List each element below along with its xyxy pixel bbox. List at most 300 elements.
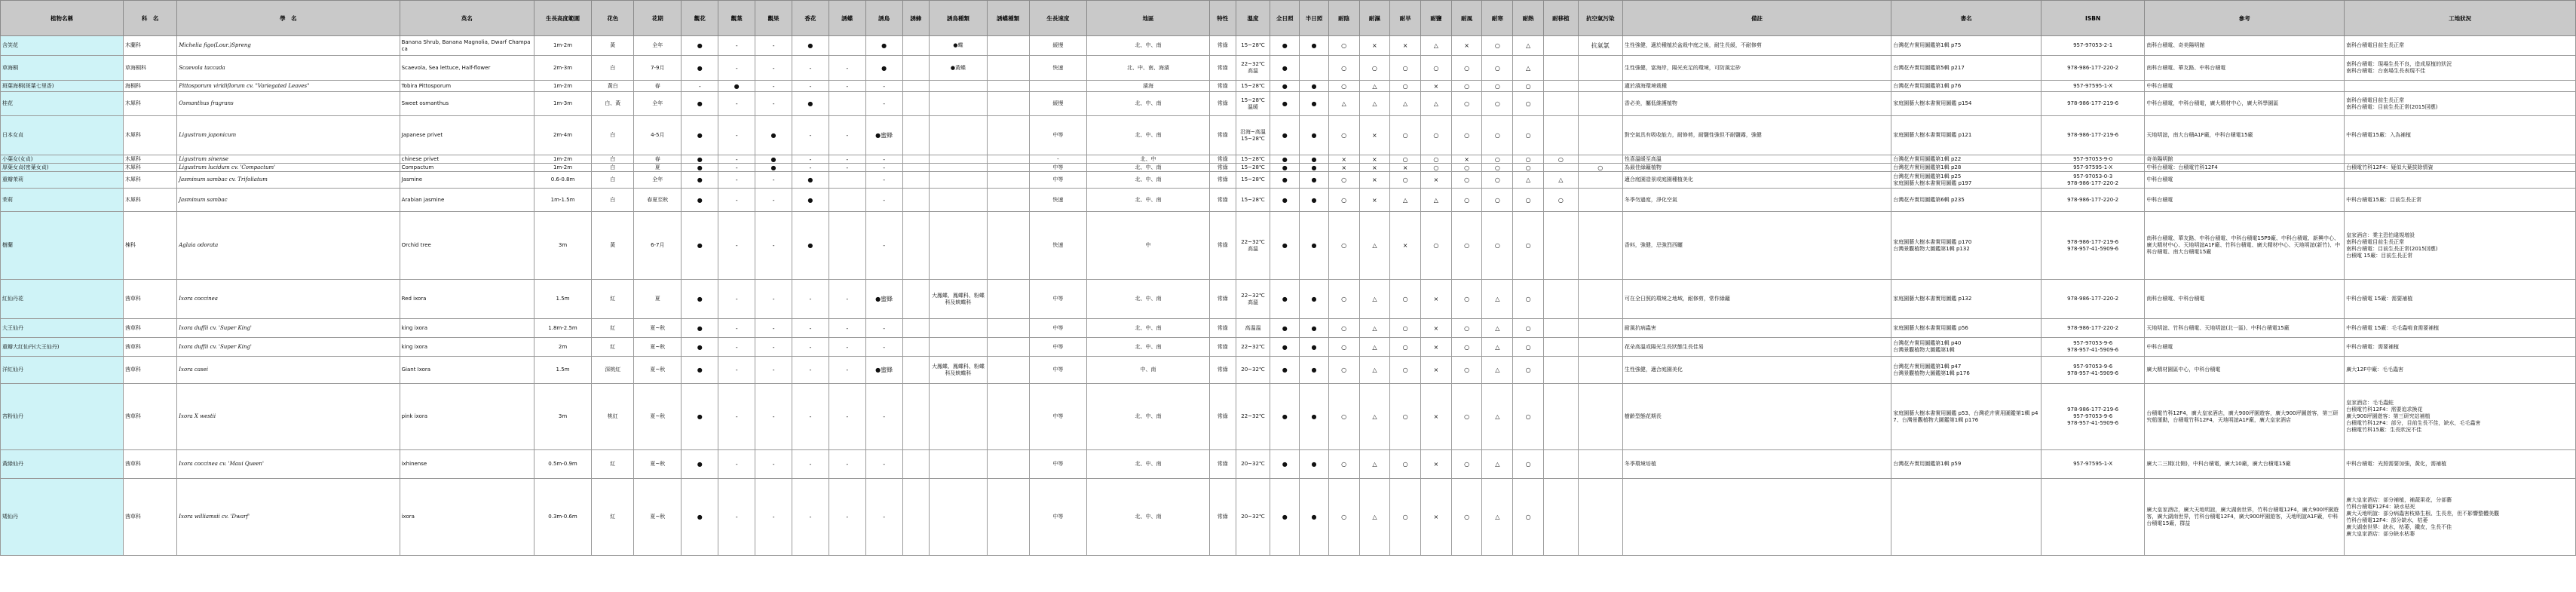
table-cell[interactable]: 家庭園藝大樹本書實用圖鑑 p121 [1891,116,2042,155]
table-cell[interactable]: 木犀科 [123,164,176,172]
table-cell[interactable]: - [829,81,865,92]
table-cell[interactable]: - [755,81,792,92]
table-cell[interactable]: Ixora duffii cv. 'Super King' [177,319,400,338]
column-header[interactable]: 抗空氣污染 [1578,1,1622,36]
table-cell[interactable] [902,81,930,92]
table-cell[interactable]: ○ [1390,338,1421,357]
table-cell[interactable]: 3m [534,384,591,450]
table-cell[interactable]: × [1390,36,1421,56]
table-cell[interactable]: - [865,172,902,189]
plant-name-cell[interactable]: 大王仙丹 [1,319,124,338]
table-cell[interactable]: - [718,384,755,450]
table-cell[interactable]: 家庭園藝大樹本書實用圖鑑 p53、台灣花卉實用圖鑑第1輯 p47、台灣景觀植物大圖鑑第1輯 p176 [1891,384,2042,450]
plant-name-cell[interactable]: 小葉女(女貞) [1,155,124,164]
table-cell[interactable]: - [718,280,755,319]
table-cell[interactable]: ● [718,81,755,92]
table-cell[interactable]: 草海桐科 [123,56,176,81]
column-header[interactable]: 耐熱 [1513,1,1544,36]
table-cell[interactable]: × [1328,155,1359,164]
table-cell[interactable]: 夏~秋 [634,450,682,479]
table-cell[interactable]: 大鳳蝶、鳳蝶科、粉蝶科及蛺蝶科 [930,357,987,384]
table-cell[interactable]: 978-986-177-219-6 [2041,116,2144,155]
column-header[interactable]: 植物名稱 [1,1,124,36]
table-cell[interactable]: ○ [1513,116,1544,155]
column-header[interactable]: 溫度 [1236,1,1270,36]
table-cell[interactable]: 中等 [1029,280,1086,319]
table-cell[interactable]: ○ [1513,164,1544,172]
table-cell[interactable]: Jasminum sambac [177,189,400,212]
table-cell[interactable]: 中等 [1029,319,1086,338]
table-cell[interactable]: × [1359,155,1390,164]
table-cell[interactable]: 家庭園藝大樹本書實用圖鑑 p132 [1891,280,2042,319]
table-cell[interactable]: ● [1300,92,1329,116]
table-cell[interactable]: - [829,56,865,81]
table-cell[interactable]: 白 [592,189,634,212]
table-cell[interactable]: Ixora casei [177,357,400,384]
table-cell[interactable]: 北、中、南 [1087,319,1210,338]
table-cell[interactable]: 22~32℃ [1236,338,1270,357]
table-cell[interactable]: × [1421,81,1452,92]
table-cell[interactable]: 常綠 [1209,92,1236,116]
table-cell[interactable]: 夏 [634,164,682,172]
table-cell[interactable]: 南科台積電、中科台積電 [2145,280,2345,319]
table-cell[interactable]: 中科台積電 [2145,172,2345,189]
table-cell[interactable] [1578,92,1622,116]
table-cell[interactable]: 棟科 [123,212,176,280]
table-cell[interactable]: ● [1270,81,1300,92]
table-cell[interactable] [1578,81,1622,92]
table-cell[interactable]: × [1421,450,1452,479]
table-cell[interactable]: ● [865,36,902,56]
table-cell[interactable] [902,319,930,338]
table-cell[interactable]: △ [1390,92,1421,116]
table-cell[interactable]: - [718,36,755,56]
table-cell[interactable]: ● [682,357,718,384]
column-header[interactable]: 工地狀況 [2345,1,2576,36]
table-cell[interactable]: - [755,319,792,338]
table-cell[interactable]: ● [792,212,829,280]
table-cell[interactable]: 性喜溫暖至高溫 [1622,155,1891,164]
table-cell[interactable] [902,164,930,172]
table-cell[interactable]: 978-986-177-219-6 978-957-41-5909-6 [2041,212,2144,280]
table-cell[interactable]: Giant Ixora [400,357,534,384]
column-header[interactable]: ISBN [2041,1,2144,36]
plant-name-cell[interactable]: 草海桐 [1,56,124,81]
table-cell[interactable]: 1m-3m [534,92,591,116]
table-cell[interactable]: 春 [634,81,682,92]
table-cell[interactable]: 適於濱海環境栽種 [1622,81,1891,92]
column-header[interactable]: 參考 [2145,1,2345,36]
table-cell[interactable] [829,212,865,280]
table-cell[interactable]: 1m-2m [534,164,591,172]
table-cell[interactable]: △ [1359,450,1390,479]
table-cell[interactable]: Sweet osmanthus [400,92,534,116]
table-cell[interactable]: 中科台積電15廠：入為補植 [2345,116,2576,155]
table-cell[interactable]: 1.5m [534,280,591,319]
table-cell[interactable] [987,116,1029,155]
table-cell[interactable] [1543,212,1578,280]
table-cell[interactable]: ○ [1482,36,1513,56]
table-cell[interactable]: 957-97053-9-0 [2041,155,2144,164]
table-cell[interactable]: 冬季環境培植 [1622,450,1891,479]
table-cell[interactable] [1543,92,1578,116]
table-cell[interactable] [1543,56,1578,81]
column-header[interactable]: 誘鳥 [865,1,902,36]
table-cell[interactable]: ○ [1513,479,1544,556]
table-cell[interactable]: 奇美陽明館 [2145,155,2345,164]
table-cell[interactable]: △ [1482,450,1513,479]
table-cell[interactable]: 22~32℃ 高溫 [1236,212,1270,280]
table-cell[interactable] [987,92,1029,116]
table-cell[interactable]: 中科台積電 [2145,338,2345,357]
table-cell[interactable]: △ [1359,92,1390,116]
table-cell[interactable]: - [718,319,755,338]
table-cell[interactable]: 深桃紅 [592,357,634,384]
table-cell[interactable]: ● [682,164,718,172]
table-cell[interactable]: 桃紅 [592,384,634,450]
table-cell[interactable]: Ligustrum sinense [177,155,400,164]
table-cell[interactable] [930,164,987,172]
table-cell[interactable]: 1m-2m [534,81,591,92]
table-cell[interactable]: △ [1421,36,1452,56]
table-cell[interactable]: 15~28℃ [1236,81,1270,92]
table-cell[interactable]: ○ [1451,212,1482,280]
table-cell[interactable]: ● [682,116,718,155]
table-cell[interactable]: 全年 [634,92,682,116]
table-cell[interactable]: - [792,319,829,338]
table-cell[interactable]: 常綠 [1209,36,1236,56]
table-cell[interactable]: - [755,189,792,212]
table-cell[interactable]: king ixora [400,338,534,357]
table-cell[interactable] [930,384,987,450]
table-cell[interactable]: 北、中、南 [1087,164,1210,172]
table-cell[interactable]: 白 [592,155,634,164]
table-cell[interactable]: △ [1390,189,1421,212]
table-cell[interactable]: 6-7月 [634,212,682,280]
table-cell[interactable]: ● [792,189,829,212]
table-cell[interactable] [1543,280,1578,319]
column-header[interactable]: 學 名 [177,1,400,36]
table-cell[interactable]: chinese privet [400,155,534,164]
table-cell[interactable]: - [865,384,902,450]
table-cell[interactable]: ● [682,36,718,56]
table-cell[interactable]: × [1421,479,1452,556]
table-cell[interactable]: - [865,450,902,479]
table-cell[interactable]: 黃 [592,36,634,56]
table-cell[interactable]: × [1451,155,1482,164]
table-cell[interactable]: 生性強健，適於種植於盆栽中庭之後，耐生長緩，不耐修剪 [1622,36,1891,56]
table-cell[interactable]: 春 [634,155,682,164]
table-cell[interactable]: × [1359,116,1390,155]
table-cell[interactable]: ○ [1451,116,1482,155]
table-cell[interactable]: 3m [534,212,591,280]
table-cell[interactable]: ● [682,450,718,479]
plant-name-cell[interactable]: 重瓣茉莉 [1,172,124,189]
table-cell[interactable] [1891,479,2042,556]
column-header[interactable]: 科 名 [123,1,176,36]
table-cell[interactable]: △ [1359,357,1390,384]
table-cell[interactable] [1578,450,1622,479]
table-cell[interactable]: Pittosporum viridiflorum cv. "Variegated Leaves" [177,81,400,92]
table-cell[interactable]: ● [1270,338,1300,357]
column-header[interactable]: 觀葉 [718,1,755,36]
table-cell[interactable]: ○ [1390,81,1421,92]
table-cell[interactable]: - [1029,155,1086,164]
table-cell[interactable]: 南科台積電、華友路、中科台積電、中科台積電15P9廠、中科台積電、新興中心、廣大精材中心、天地明誼A1F廠、竹科台積電、廣大精材中心、天地明誼(新竹)、中科台積電、南大台積電15廠 [2145,212,2345,280]
table-cell[interactable]: ○ [1328,319,1359,338]
table-cell[interactable]: ○ [1328,81,1359,92]
table-cell[interactable]: 20~32℃ [1236,479,1270,556]
table-cell[interactable]: 15~28℃ [1236,172,1270,189]
table-cell[interactable]: Ixora X westii [177,384,400,450]
table-cell[interactable]: - [755,172,792,189]
table-cell[interactable]: Tobira Pittosporum [400,81,534,92]
table-cell[interactable]: ● [1270,319,1300,338]
table-cell[interactable]: △ [1513,172,1544,189]
table-cell[interactable]: 香料，強健，忌強烈西曬 [1622,212,1891,280]
table-cell[interactable]: 白 [592,164,634,172]
table-cell[interactable]: 春夏至秋 [634,189,682,212]
table-cell[interactable] [2345,155,2576,164]
table-cell[interactable]: 978-986-177-219-6 957-97053-9-6 978-957-41-5909-6 [2041,384,2144,450]
column-header[interactable]: 耐鹽 [1421,1,1452,36]
table-cell[interactable]: 夏~秋 [634,338,682,357]
plant-name-cell[interactable]: 桂花 [1,92,124,116]
table-cell[interactable]: 可在全日照的環境之地域，耐修剪，常作綠籬 [1622,280,1891,319]
table-cell[interactable]: △ [1482,319,1513,338]
table-cell[interactable]: 天地明誼、竹科台積電、天地明誼(北一區)、中科台積電15廠 [2145,319,2345,338]
table-cell[interactable]: 南科台積電：現場生長不良，造成原植的狀況 南科台積電：台南場生長表現不佳 [2345,56,2576,81]
table-cell[interactable]: 中科台積電 [2145,189,2345,212]
table-cell[interactable]: - [792,164,829,172]
table-cell[interactable]: ● [1300,172,1329,189]
table-cell[interactable] [1578,357,1622,384]
table-cell[interactable]: 木犀科 [123,189,176,212]
table-cell[interactable]: △ [1421,189,1452,212]
table-cell[interactable]: ○ [1328,338,1359,357]
table-cell[interactable] [987,319,1029,338]
table-cell[interactable]: 中、南 [1087,357,1210,384]
table-cell[interactable]: 白 [592,56,634,81]
table-cell[interactable]: - [792,81,829,92]
table-cell[interactable]: ○ [1390,280,1421,319]
table-cell[interactable] [829,189,865,212]
table-cell[interactable]: Jasminum sambac cv. Trifoliatum [177,172,400,189]
table-cell[interactable]: 北、中、南 [1087,384,1210,450]
table-cell[interactable]: ○ [1482,155,1513,164]
table-cell[interactable]: 台灣花卉實用圖鑑第1輯 p47 台灣景觀植物大圖鑑第1輯 p176 [1891,357,2042,384]
table-cell[interactable]: 紅 [592,319,634,338]
table-cell[interactable]: 20~32℃ [1236,450,1270,479]
column-header[interactable]: 生長高度範圍 [534,1,591,36]
table-cell[interactable]: ○ [1451,450,1482,479]
table-cell[interactable]: - [829,357,865,384]
table-cell[interactable]: 家庭園藝大樹本書實用圖鑑 p154 [1891,92,2042,116]
column-header[interactable]: 誘蜂 [902,1,930,36]
column-header[interactable]: 備註 [1622,1,1891,36]
table-cell[interactable]: ● [1270,92,1300,116]
table-cell[interactable]: ● [865,56,902,81]
table-cell[interactable]: 皇家酒店：業主恐怕違規增設 南科台積電目前生長正常 南科台積電：目前生長正常(2015回應) 台積電 15廠：目前生長正常 [2345,212,2576,280]
table-cell[interactable]: 花朵高溫或陽光生長狀態生長佳易 [1622,338,1891,357]
table-cell[interactable]: - [829,116,865,155]
table-cell[interactable] [829,92,865,116]
table-cell[interactable]: 紅 [592,450,634,479]
table-cell[interactable] [987,172,1029,189]
table-cell[interactable]: - [755,384,792,450]
table-cell[interactable] [987,189,1029,212]
table-cell[interactable] [1543,164,1578,172]
table-cell[interactable]: ○ [1390,479,1421,556]
table-cell[interactable]: ○ [1482,212,1513,280]
table-cell[interactable]: 皇家酒店：毛毛蟲蛀 台積電竹科12F4：需要追求換花 廣大900坪園遊客：第三研究站補植 台積電竹科12F4：部分，目前生長不佳，缺水，毛毛蟲害 台積電竹科15廠：生長狀況不佳 [2345,384,2576,450]
table-cell[interactable]: ● [1270,189,1300,212]
column-header[interactable]: 全日照 [1270,1,1300,36]
table-cell[interactable]: ○ [1513,81,1544,92]
table-cell[interactable]: - [718,116,755,155]
table-cell[interactable]: ○ [1513,357,1544,384]
table-cell[interactable]: - [865,155,902,164]
table-cell[interactable]: ● [1300,384,1329,450]
table-cell[interactable]: - [718,155,755,164]
table-cell[interactable]: 0.6-0.8m [534,172,591,189]
table-cell[interactable]: Scaevola taccada [177,56,400,81]
table-cell[interactable]: - [755,357,792,384]
table-cell[interactable]: ○ [1482,92,1513,116]
table-cell[interactable]: - [865,92,902,116]
table-cell[interactable] [902,116,930,155]
plant-name-cell[interactable]: 含笑花 [1,36,124,56]
table-cell[interactable] [1578,212,1622,280]
table-cell[interactable]: △ [1513,36,1544,56]
table-cell[interactable] [930,338,987,357]
table-cell[interactable] [987,450,1029,479]
table-cell[interactable]: pink ixora [400,384,534,450]
table-cell[interactable]: Ixora williamsii cv. 'Dwarf' [177,479,400,556]
table-cell[interactable]: ● [1300,338,1329,357]
table-cell[interactable]: ● [1270,280,1300,319]
table-cell[interactable]: - [792,280,829,319]
table-cell[interactable]: 中科台積電，中科台積電，廣大精材中心，廣大科學園區 [2145,92,2345,116]
table-cell[interactable]: ● [1300,155,1329,164]
table-cell[interactable]: 常綠 [1209,155,1236,164]
table-cell[interactable] [2041,479,2144,556]
table-cell[interactable]: △ [1482,357,1513,384]
plant-name-cell[interactable]: 日本女貞 [1,116,124,155]
table-cell[interactable]: ○ [1390,116,1421,155]
table-cell[interactable]: ●蜜蜂 [865,357,902,384]
table-cell[interactable]: ● [682,338,718,357]
table-cell[interactable]: 957-97595-1-X [2041,164,2144,172]
table-cell[interactable]: × [1451,36,1482,56]
table-cell[interactable]: ○ [1513,92,1544,116]
table-cell[interactable]: 常綠 [1209,212,1236,280]
table-cell[interactable]: × [1390,164,1421,172]
table-cell[interactable]: 中等 [1029,384,1086,450]
table-cell[interactable]: - [829,384,865,450]
table-cell[interactable]: ● [1300,280,1329,319]
table-cell[interactable]: - [755,92,792,116]
table-cell[interactable]: 15~28℃ [1236,189,1270,212]
table-cell[interactable]: ● [682,56,718,81]
table-cell[interactable]: △ [1482,338,1513,357]
table-cell[interactable]: - [792,479,829,556]
table-cell[interactable]: 台灣花卉實用圖鑑第1輯 p40 台灣景觀植物大圖鑑第1輯 [1891,338,2042,357]
table-cell[interactable]: ● [1300,357,1329,384]
table-cell[interactable]: ●蝶 [930,36,987,56]
table-cell[interactable]: △ [1359,479,1390,556]
table-cell[interactable]: 夏~秋 [634,384,682,450]
table-cell[interactable]: ● [755,116,792,155]
table-cell[interactable]: ○ [1390,357,1421,384]
table-cell[interactable]: ●黃蝶 [930,56,987,81]
table-cell[interactable]: 濱海 [1087,81,1210,92]
table-cell[interactable]: - [829,479,865,556]
table-cell[interactable]: - [865,81,902,92]
table-cell[interactable]: 廣大皇家酒店，廣大天地明誼，廣大湖南世界，竹科台積電12F4，廣大900坪園遊客，廣大湖南世界，竹科台積電12F4，廣大900坪園遊客，天地明誼A1F廠，中科台積電15廠，群益 [2145,479,2345,556]
table-cell[interactable] [1543,81,1578,92]
table-cell[interactable]: 15~28℃ [1236,164,1270,172]
table-cell[interactable]: 北、中、南 [1087,450,1210,479]
table-cell[interactable] [930,212,987,280]
table-cell[interactable]: ●蜜蜂 [865,116,902,155]
plant-name-cell[interactable]: 紅仙丹花 [1,280,124,319]
table-cell[interactable]: - [755,56,792,81]
table-cell[interactable]: 中科台積電：光照需要加強，黃化，需補植 [2345,450,2576,479]
table-cell[interactable]: ○ [1451,384,1482,450]
table-cell[interactable]: ○ [1328,450,1359,479]
table-cell[interactable]: 茜草科 [123,384,176,450]
table-cell[interactable]: ○ [1421,56,1452,81]
table-cell[interactable]: 對空氣具有吸收能力，耐修剪，耐鹽性強但不耐鹽霧，強健 [1622,116,1891,155]
table-cell[interactable]: 南科台積電、華友路、中科台積電 [2145,56,2345,81]
table-cell[interactable] [902,56,930,81]
table-cell[interactable]: ● [682,92,718,116]
table-cell[interactable]: ● [1300,116,1329,155]
table-cell[interactable]: × [1421,280,1452,319]
table-cell[interactable] [1578,116,1622,155]
table-cell[interactable]: ○ [1543,155,1578,164]
table-cell[interactable]: 夏 [634,280,682,319]
table-cell[interactable]: ● [1270,357,1300,384]
plant-name-cell[interactable]: 樹蘭 [1,212,124,280]
table-cell[interactable]: 中等 [1029,338,1086,357]
table-cell[interactable]: 20~32℃ [1236,357,1270,384]
column-header[interactable]: 誘蝶種類 [987,1,1029,36]
table-cell[interactable]: ● [1300,212,1329,280]
table-cell[interactable]: - [865,164,902,172]
table-cell[interactable]: ○ [1482,116,1513,155]
table-cell[interactable]: 957-97595-1-X [2041,81,2144,92]
table-cell[interactable]: × [1421,319,1452,338]
table-cell[interactable]: Ligustrum japonicum [177,116,400,155]
table-cell[interactable] [930,450,987,479]
table-cell[interactable] [2345,81,2576,92]
table-cell[interactable]: 北、中、南 [1087,172,1210,189]
table-cell[interactable]: ○ [1421,116,1452,155]
table-cell[interactable] [1578,338,1622,357]
table-cell[interactable]: - [755,338,792,357]
table-cell[interactable]: 木犀科 [123,92,176,116]
table-cell[interactable]: ●蜜蜂 [865,280,902,319]
table-cell[interactable]: 快速 [1029,56,1086,81]
table-cell[interactable]: ● [755,155,792,164]
plant-name-cell[interactable]: 黃綠仙丹 [1,450,124,479]
table-cell[interactable] [987,384,1029,450]
table-cell[interactable] [829,36,865,56]
column-header[interactable]: 耐陰 [1328,1,1359,36]
table-cell[interactable]: 1m-2m [534,155,591,164]
